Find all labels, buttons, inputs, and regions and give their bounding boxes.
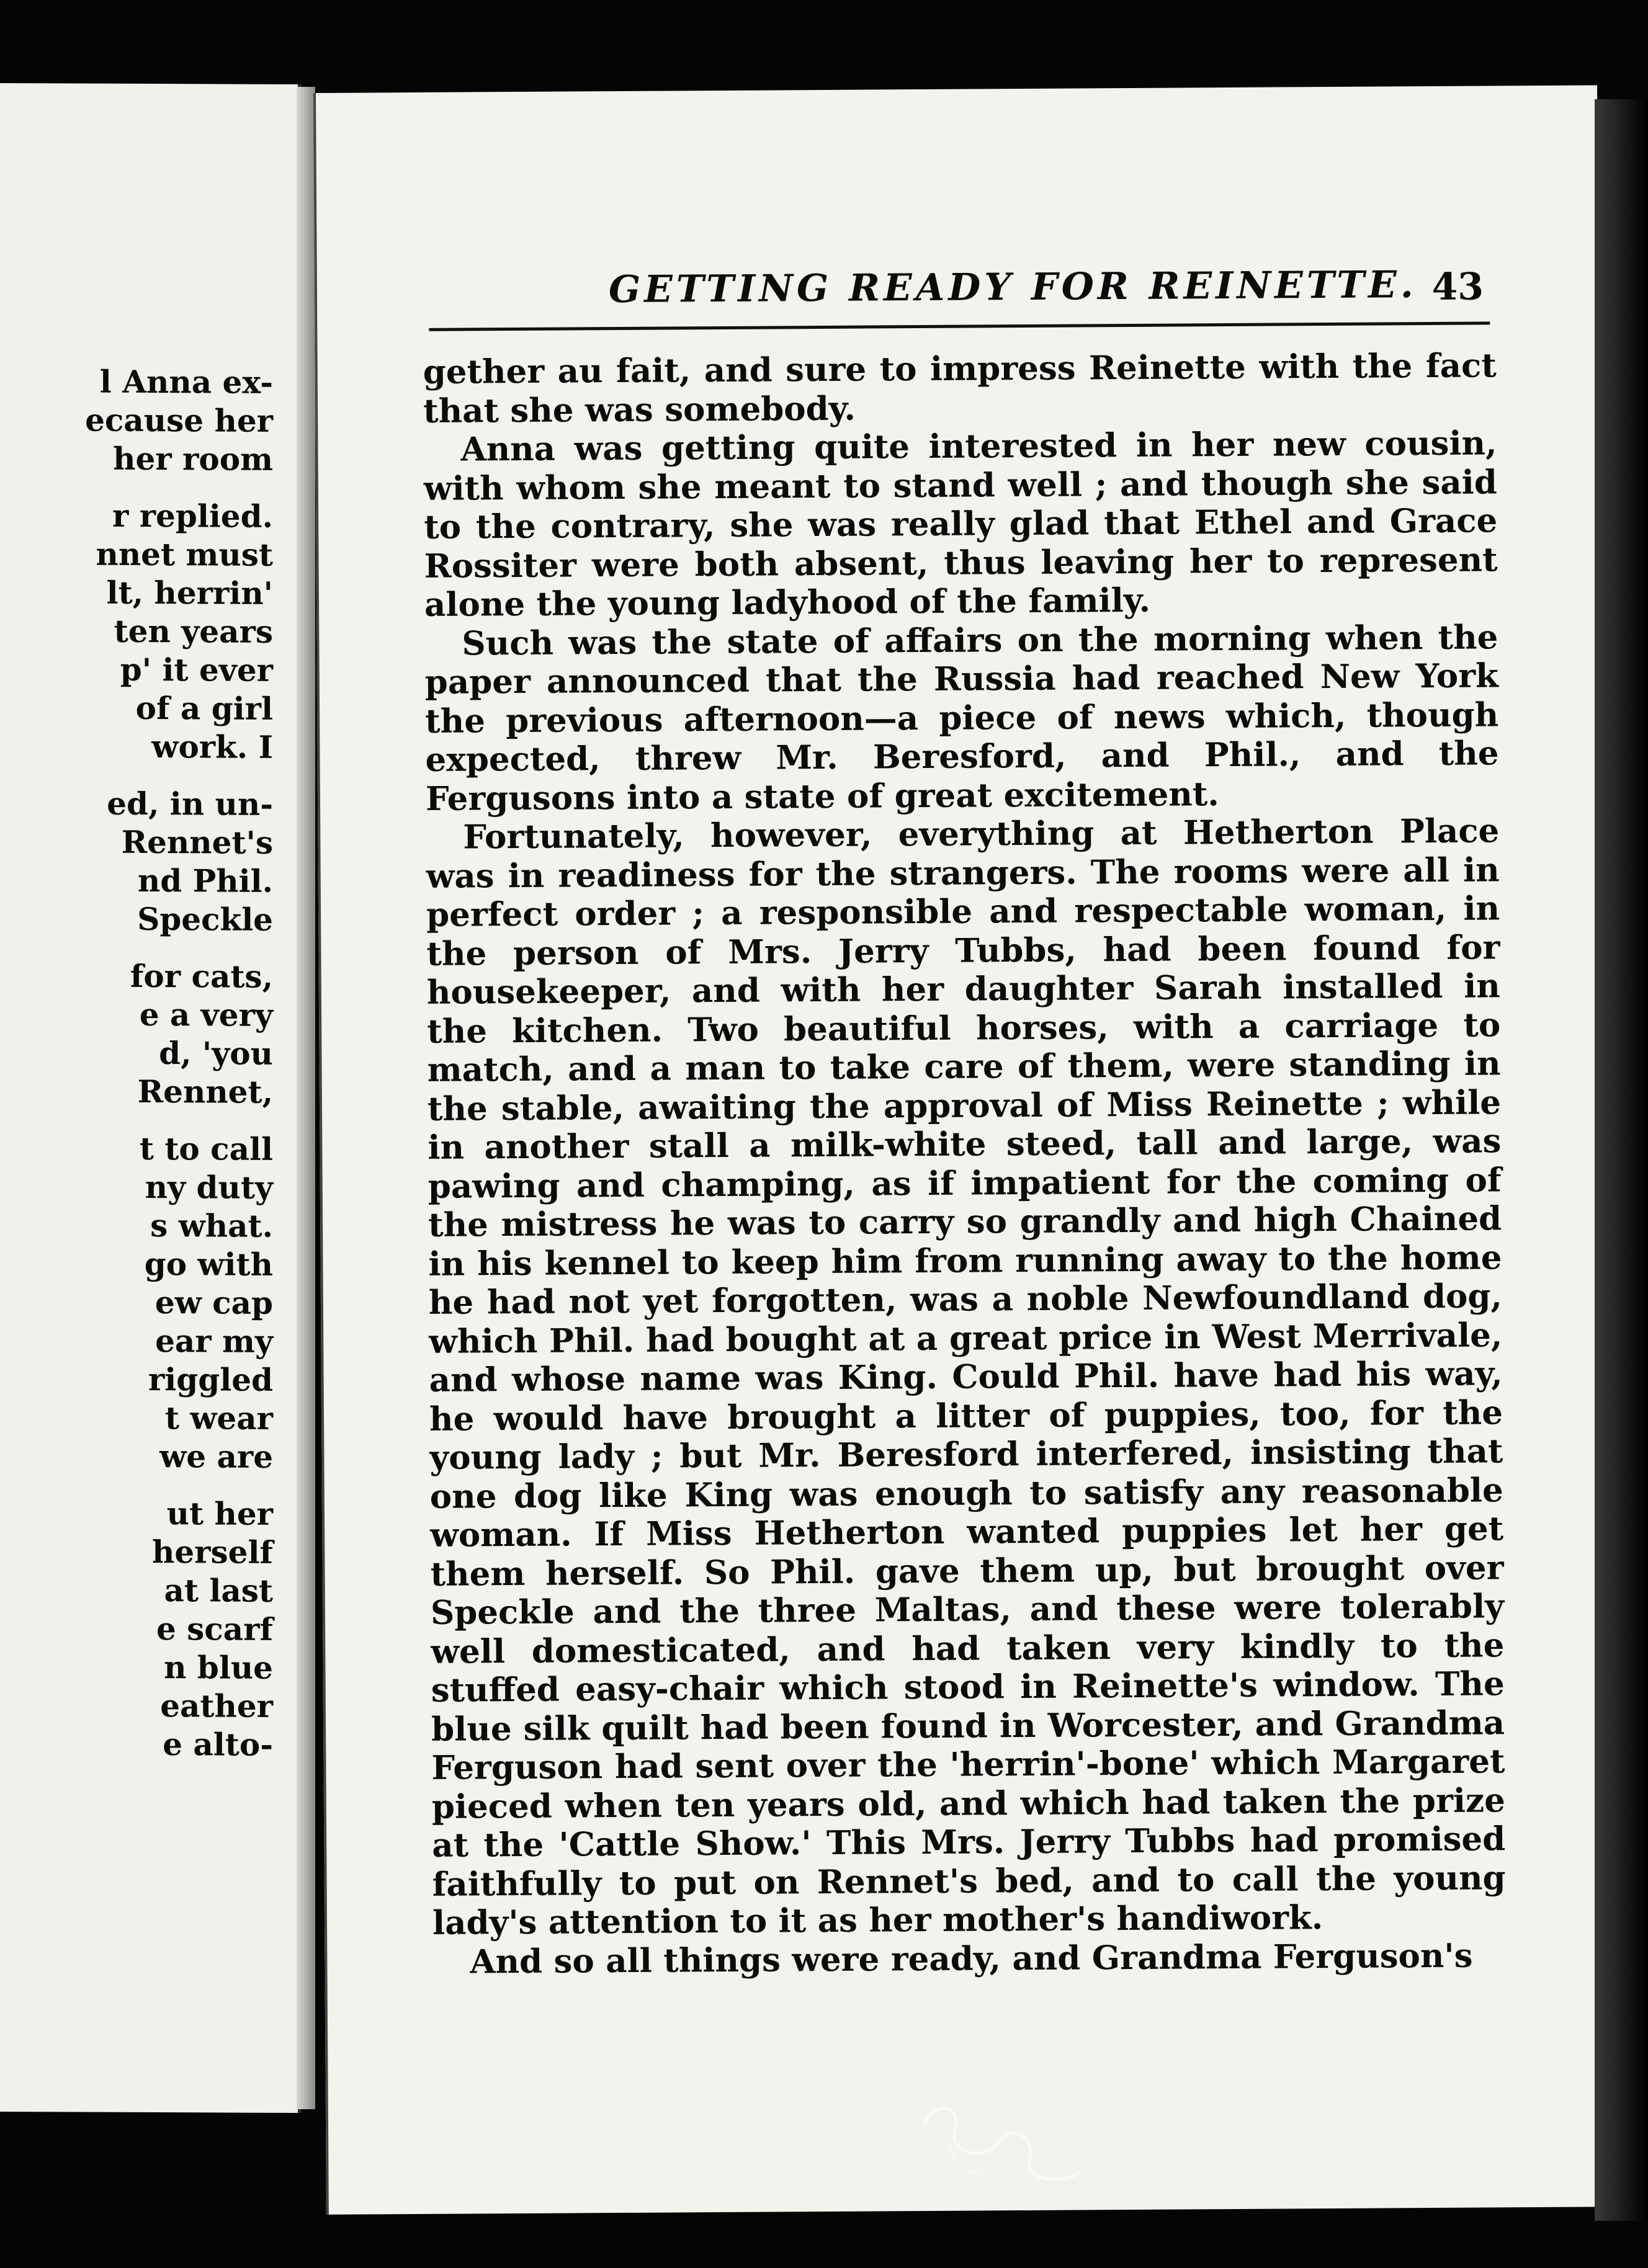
left-page-line: ut her <box>166 1495 273 1532</box>
left-page-line: r replied. <box>112 497 273 535</box>
left-page-line: we are <box>159 1438 273 1475</box>
left-page-line: riggled <box>148 1360 273 1398</box>
running-title: GETTING READY FOR REINETTE. <box>608 263 1417 312</box>
left-page-line: e scarf <box>156 1610 273 1648</box>
left-page-line: t wear <box>164 1400 273 1437</box>
right-page <box>313 85 1610 2215</box>
left-page-line: Rennet's <box>121 823 273 861</box>
left-page-line: nnet must <box>96 535 273 573</box>
left-page-line: lt, herrin' <box>106 574 273 612</box>
left-page-line: ed, in un- <box>107 785 273 823</box>
left-page-line: work. I <box>151 728 273 766</box>
left-page-line: herself <box>152 1534 273 1571</box>
thread-mark <box>911 2086 1098 2199</box>
left-page-line: Speckle <box>137 900 273 938</box>
left-page-line: at last <box>164 1572 273 1609</box>
page-number: 43 <box>1431 265 1484 309</box>
paragraph: gether au fait, and sure to impress Reinette with the fact that she was somebody. <box>423 346 1497 431</box>
left-page-line: ecause her <box>85 401 273 439</box>
left-page-line: ew cap <box>154 1284 273 1321</box>
page-header <box>429 262 1484 318</box>
body-text <box>423 346 1507 1981</box>
left-page-line: go with <box>144 1245 273 1283</box>
left-page-fragment <box>0 83 302 2113</box>
left-page-lines <box>0 362 292 1763</box>
page-edge-shadow <box>1595 99 1648 2221</box>
left-page-line: e a very <box>139 996 273 1034</box>
left-page-line: nd Phil. <box>137 862 273 900</box>
header-rule <box>429 321 1490 331</box>
left-page-line: l Anna ex- <box>99 363 273 401</box>
book-gutter <box>297 87 315 2109</box>
left-page-line: her room <box>113 440 273 478</box>
left-page-line: eather <box>160 1687 273 1725</box>
left-page-line: Rennet, <box>137 1073 273 1110</box>
paragraph: Fortunately, however, everything at Hetherton Place was in readiness for the strangers. The rooms were all in perfect order ; a responsible and respectable woman, in the person of Mrs. Jerry Tubbs, had been found for housekeeper, and with her daughter Sarah installed in the kitchen. Two beautiful horses, with a carriage to match, and a man to take care of them, were standing in the stable, awaiting the approval of Miss Reinette ; while in another stall a milk-white steed, tall and large, was pawing and champing, as if impatient for the coming of the mistress he was to carry so grandly and high Chained in his kennel to keep him from running away to the home he had not yet forgotten, was a noble Newfoundland dog, which Phil. had bought at a great price in West Merrivale, and whose name was King. Could Phil. have had his way, he would have brought a litter of puppies, too, for the young lady ; but Mr. Beresford interfered, insisting that one dog like King was enough to satisfy any reasonable woman. If Miss Hetherton wanted puppies let her get them herself. So Phil. gave them up, but brought over Speckle and the three Maltas, and these were tolerably well domesticated, and had taken very kindly to the stuffed easy-chair which stood in Reinette's window. The blue silk quilt had been found in Worcester, and Grandma Ferguson had sent over the 'herrin'-bone' which Margaret pieced when ten years old, and which had taken the prize at the 'Cattle Show.' This Mrs. Jerry Tubbs had promised faithfully to put on Rennet's bed, and to call the young lady's attention to it as her mother's handiwork. <box>426 811 1506 1942</box>
left-page-line: d, 'you <box>159 1035 273 1072</box>
paragraph: And so all things were ready, and Grandma Ferguson's <box>470 1936 1473 1981</box>
left-page-line: ten years <box>114 612 273 650</box>
left-page-line: for cats, <box>130 957 273 995</box>
left-page-line: of a girl <box>135 689 273 727</box>
left-page-line: s what. <box>150 1207 273 1244</box>
left-page-line: p' it ever <box>120 651 273 689</box>
paragraph: Anna was getting quite interested in her new cousin, with whom she meant to stand well ; and though she said to the contrary, she was really glad that Ethel and Grace Rossiter were both absent, thus leaving her to represent alone the young ladyhood of the family. <box>423 424 1498 624</box>
left-page-line: t to call <box>139 1130 273 1167</box>
left-page-line: ear my <box>155 1323 273 1360</box>
left-page-line: n blue <box>164 1649 273 1686</box>
paragraph: Such was the state of affairs on the morning when the paper announced that the Russia had reached New York the previous afternoon—a piece of news which, though expected, threw Mr. Beresford, and Phil., and the Fergusons into a state of great excitement. <box>424 617 1499 818</box>
left-page-line: ny duty <box>145 1168 273 1206</box>
left-page-line: e alto- <box>163 1726 273 1763</box>
